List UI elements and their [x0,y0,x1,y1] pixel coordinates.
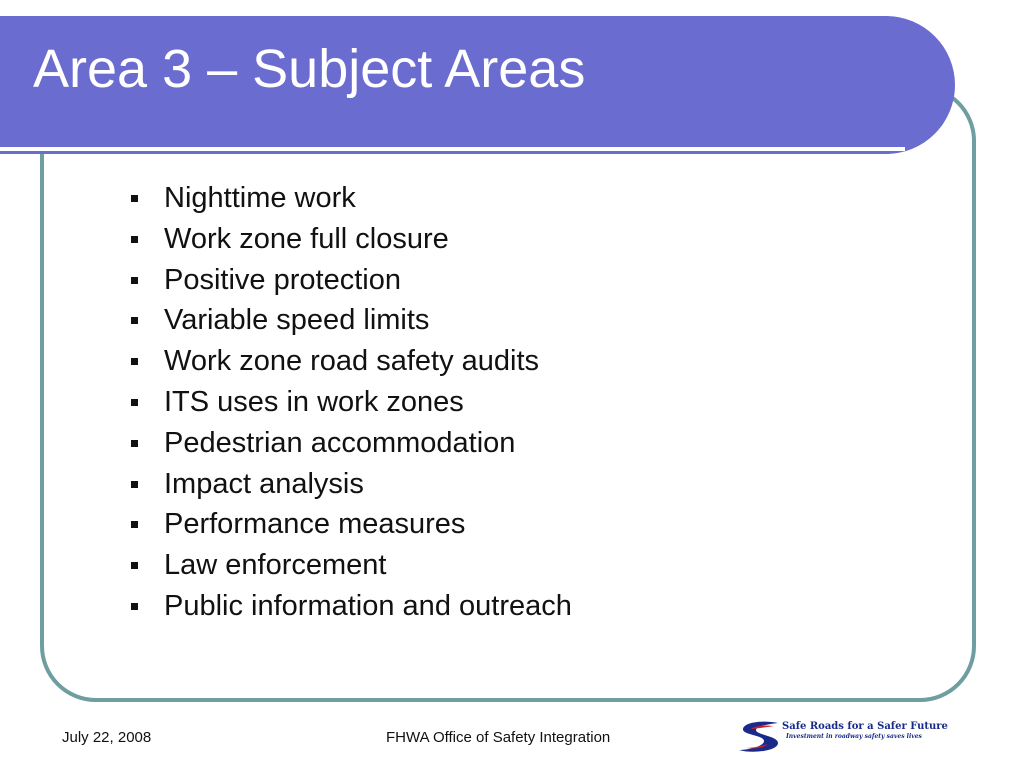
square-bullet-icon [131,277,138,284]
list-item [128,504,572,545]
logo-name: Safe Roads for a Safer Future [782,721,948,732]
square-bullet-icon [131,440,138,447]
footer-organization: FHWA Office of Safety Integration [386,729,611,746]
square-bullet-icon [131,399,138,406]
title-underline [0,147,905,151]
square-bullet-icon [131,358,138,365]
list-item [128,586,572,627]
s-road-logo-icon [738,719,784,753]
square-bullet-icon [131,603,138,610]
list-item [128,382,572,423]
list-item-text: Impact analysis [164,467,364,500]
square-bullet-icon [131,317,138,324]
square-bullet-icon [131,562,138,569]
list-item [128,300,572,341]
list-item [128,464,572,505]
list-item-text: Public information and outreach [164,589,572,622]
list-item [128,545,572,586]
list-item-text: Nighttime work [164,182,356,214]
list-item [128,341,572,382]
list-item [128,178,572,219]
square-bullet-icon [131,236,138,243]
safe-roads-logo [738,719,984,753]
list-item [128,219,572,260]
list-item-text: Work zone full closure [164,222,449,255]
list-item-text: Pedestrian accommodation [164,426,516,459]
list-item-text: ITS uses in work zones [164,385,464,418]
list-item [128,423,572,464]
list-item-text: Law enforcement [164,549,387,582]
slide-title: Area 3 – Subject Areas [33,39,586,99]
list-item-text: Positive protection [164,263,401,296]
bullet-list [128,178,572,627]
list-item-text: Variable speed limits [164,304,430,337]
footer-date: July 22, 2008 [62,729,152,746]
square-bullet-icon [131,481,138,488]
list-item [128,260,572,301]
list-item-text: Work zone road safety audits [164,345,540,378]
square-bullet-icon [131,195,138,202]
logo-tagline: Investment in roadway safety saves lives [786,733,922,740]
list-item-text: Performance measures [164,508,466,541]
square-bullet-icon [131,521,138,528]
